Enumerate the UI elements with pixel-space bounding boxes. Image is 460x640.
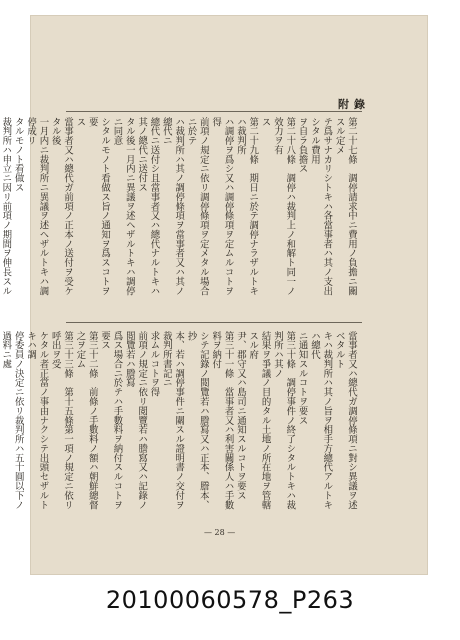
text-line: 結果ヲ爭議ノ目的タル土地ノ所在地ヲ管轄スル府 [247,331,271,510]
text-line: タル後一月内ニ異議ヲ述ヘザルトキハ調停ニ同意 [111,117,135,296]
header-rule [66,111,362,112]
text-line: キハ裁判所ハ其ノ旨ヲ相手方總代アルトキハ總代 [308,331,333,510]
upper-text-block [0,117,357,303]
text-line: 尹、郡守又ハ島司ニ通知スルコトヲ要ス [234,331,246,501]
text-line: シテ記錄ノ閲覽若ハ謄寫又ハ正本、謄本、抄 [185,331,209,510]
text-line: 當事者又ハ總代ガ調停條項ニ對シ異議ヲ述ベタルト [333,331,357,510]
page-number: — 28 — [204,528,236,537]
text-line: ハ裁判所ハ其ノ調停條項ヲ當事者又ハ其ノ總代ニ [160,117,185,296]
lower-text-block [0,331,357,516]
text-line: 第三十一條 當事者又ハ利害關係人ハ手數料ヲ納付 [210,331,234,510]
text-line: 第三十二條 前條ノ手數料ノ額ハ朝鮮總督之ヲ定ム [74,331,98,510]
text-line: 本、若ハ調停事件ニ關スル證明書ノ交付ヲ裁判所書記ニ [160,331,185,510]
text-line: 停委員ノ決定ニ依リ裁判所ハ五十圓以下ノ過料ニ處 [0,331,24,510]
text-line: ケタル者正當ノ事由ナクシテ出頭セザルトキハ調 [25,331,49,510]
text-line: ハ調停ヲ爲シ又ハ調停條項ヲ定ムルコトヲ得 [210,117,234,296]
text-line: 裁判所ハ申立ニ因リ前項ノ期間ヲ伸長スル [0,117,12,296]
text-line: ス [259,117,271,127]
text-line: ヲ自ラ負擔ス [296,117,308,174]
text-line: 第二十九條 期日ニ於テ調停ナラザルトキハ裁判所 [234,117,259,296]
page-header: 附錄 [338,98,370,111]
text-line: 第二十七條 調停請求中ニ費用ノ負擔ニ關スル定メ [333,117,357,296]
text-line: ス [74,117,86,127]
text-line: テ爲サナカリシトキハ各當事者ハ其ノ支出シタル費用 [308,117,333,296]
text-line: タルモノト看做ス [12,117,24,193]
text-line: 第二十八條 調停ハ裁判上ノ和解ト同一ノ效力ヲ有 [271,117,296,296]
text-line: 當事者又ハ總代ガ前項ノ正本ノ送付ヲ受ケタル後 [49,117,74,296]
image-caption: 20100060578_P263 [105,586,355,614]
text-line: 爲ス場合ニ於テハ手數料ヲ納付スルコトヲ要ス [99,331,123,510]
text-line: 第三十條 調停事件ノ終了シタルトキハ裁判所ハ其ノ [271,331,296,510]
text-line: 求ムルコトヲ得 [148,331,160,397]
section-divider [66,322,362,323]
text-line: 總代ニ送付シ且當事者又ハ總代ナルトキハ其ノ總代ニ送付ス [136,117,160,296]
text-line: ニ通知スルコトヲ要ス [296,331,308,425]
text-line: 第三十三條 第十五條第一項ノ規定ニ依リ呼出ヲ受 [49,331,74,510]
text-line: シタルモノト看做ス旨ノ通知ヲ爲スコトヲ要 [86,117,111,296]
text-line: 前項ノ規定ニ依リ調停條項ヲ定メタル場合ニ於テ [185,117,209,296]
text-line: 前項ノ規定ニ依リ閲覽若ハ謄寫又ハ記錄ノ閲覽若ハ謄寫 [123,331,148,510]
text-line: 一月内ニ裁判所ニ異議ヲ述ヘザルトキハ調停成リ [25,117,49,296]
